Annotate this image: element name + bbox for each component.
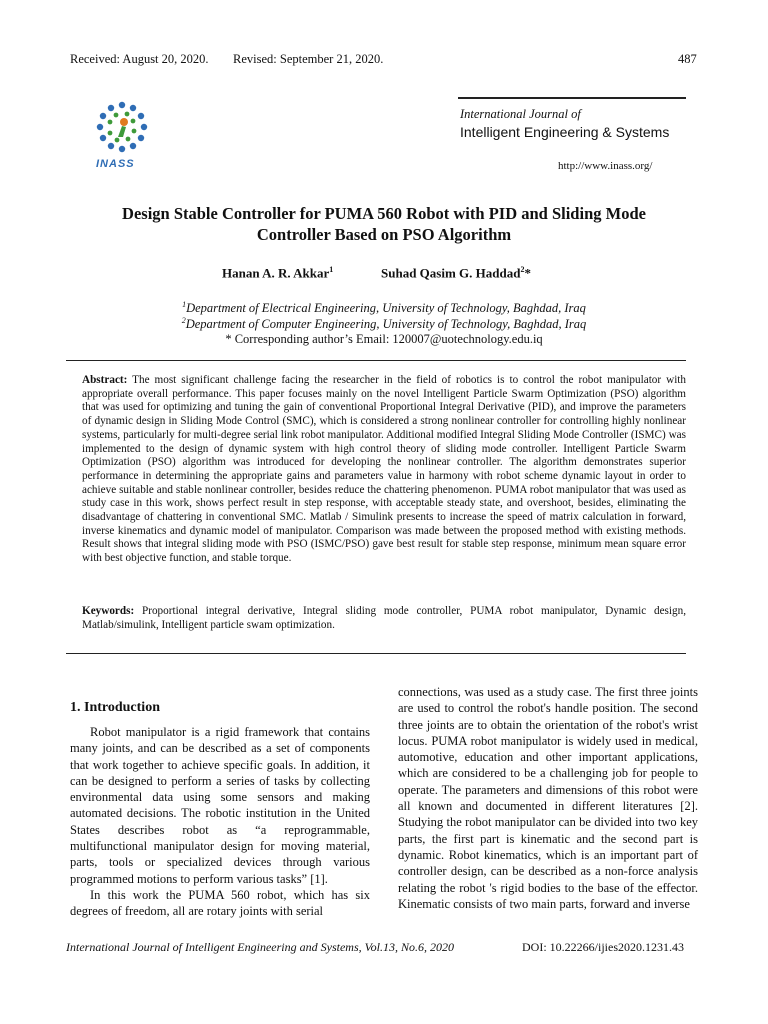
abstract-text: The most significant challenge facing the researcher in the field of robotics is to control the robot manipulator with appropriate overall performance. This paper focuses mainly on the novel Intelligent Particle Swarm Optimization (PSO) algorithm that was used for optimizing and tuning the gain of conventional Proportional Integral Derivative (PID), and improve the parameters of dynamic design in Sliding Mode Control (SMC), which is considered a strong nonlinear controller for controlling highly nonlinear systems, particularly for multi-degree serial link robot manipulator. Additional modified Integral Sliding Mode Controller (ISMC) was implemented to the design of dynamic system with high control theory of sliding mode controller. Intelligent Particle Swarm Optimization (PSO) algorithm was introduced for developing the nonlinear controller. The algorithm demonstrates superior performance in determining the appropriate gains and parameters value in harmony with robot scheme dynamic layout in order to achieve suitable and stable nonlinear controller, besides reduce the chattering phenomenon. PUMA robot manipulator that was used as study case in this work, shows perfect result in step response, with acceptable steady state, and overshoot, besides, eliminating the disadvantage of chattering in conventional SMC. Matlab / Simulink presents to increase the speed of matrix calculation in forward, inverse kinematics and dynamic model of manipulator. Comparison was made between the proposed method with existing methods. Result shows that integral sliding mode with PSO (ISMC/PSO) gave best result for stable step response, minimum mean square error with best objective function, and stable torque. [82, 374, 686, 565]
keywords-label: Keywords: [82, 605, 135, 617]
divider-top [66, 360, 686, 361]
received-date: Received: August 20, 2020. [70, 52, 209, 66]
keywords-text: Proportional integral derivative, Integral sliding mode controller, PUMA robot manipulator, Dynamic design, Matlab/simulink, Intelligent particle swam optimization. [82, 605, 687, 631]
affiliation-1 [60, 300, 708, 316]
author-2-name: Suhad Qasim G. Haddad [381, 265, 521, 281]
affiliation-2-text: Department of Computer Engineering, University of Technology, Baghdad, Iraq [185, 317, 587, 332]
affiliation-1-text: Department of Electrical Engineering, University of Technology, Baghdad, Iraq [186, 301, 586, 316]
affiliation-2-sup: 2 [181, 316, 186, 325]
author-2 [381, 265, 531, 281]
intro-right-column [398, 684, 698, 912]
affiliation-1-sup: 1 [182, 300, 187, 309]
journal-name-line2: Intelligent Engineering & Systems [460, 124, 670, 140]
journal-name-line1: International Journal of [460, 107, 581, 121]
inass-logo-icon [88, 100, 156, 160]
intro-left-column [70, 724, 370, 920]
corresponding-author: * Corresponding author’s Email: 120007@uotechnology.edu.iq [225, 332, 543, 346]
author-1 [222, 265, 333, 281]
page-number: 487 [678, 52, 697, 66]
title-line-1: Design Stable Controller for PUMA 560 Robot with PID and Sliding Mode [122, 204, 646, 223]
intro-paragraph-2: In this work the PUMA 560 robot, which has six degrees of freedom, all are rotary joints with serial [70, 887, 370, 919]
journal-masthead [458, 97, 686, 149]
divider-bottom [66, 653, 686, 654]
journal-url[interactable]: http://www.inass.org/ [558, 160, 653, 172]
inass-logo [88, 100, 156, 172]
intro-paragraph-3: connections, was used as a study case. The first three joints are used to control the robot's handle position. The second three joints are to obtain the orientation of the robot's wrist locus. PUMA robot manipulator is widely used in medical, automotive, education and other important applications, which are considered to be a challenging job for people to operate. The parameters and dimensions of this robot were all known and documented in different literatures [2]. Studying the robot manipulator can be divided into two key parts, the first part is kinematic and the second part is dynamic. Robot kinematics, which is an important part of controller design, can be described as a non-force analysis relating the robot 's rigid bodies to the base of the effector. Kinematic consists of two main parts, forward and inverse [398, 685, 698, 911]
author-1-sup: 1 [329, 265, 334, 274]
revised-date: Revised: September 21, 2020. [233, 52, 384, 66]
footer-doi[interactable]: DOI: 10.22266/ijies2020.1231.43 [522, 940, 684, 954]
author-2-star: * [524, 265, 531, 281]
keywords [82, 604, 686, 632]
author-1-name: Hanan A. R. Akkar [222, 265, 330, 281]
abstract-label: Abstract: [82, 374, 128, 386]
section-heading-introduction: 1. Introduction [70, 700, 160, 715]
footer-journal-info: International Journal of Intelligent Engineering and Systems, Vol.13, No.6, 2020 [66, 940, 454, 954]
affiliation-2 [60, 316, 708, 332]
intro-paragraph-1: Robot manipulator is a rigid framework that contains many joints, and can be described as a set of components that work together to achieve specific goals. In addition, it can be designed to perform a series of tasks by collecting environmental data using some sensors and making automated decisions. The robotic institution in the United States describes robot as “a reprogrammable, multifunctional manipulator design for moving material, parts, tools or specialized devices through various programmed motions to perform various tasks” [1]. [70, 725, 370, 886]
author-2-sup: 2 [520, 265, 525, 274]
inass-logo-text: INASS [96, 158, 135, 170]
abstract [82, 374, 686, 566]
paper-title [60, 203, 708, 245]
title-line-2: Controller Based on PSO Algorithm [256, 225, 512, 244]
